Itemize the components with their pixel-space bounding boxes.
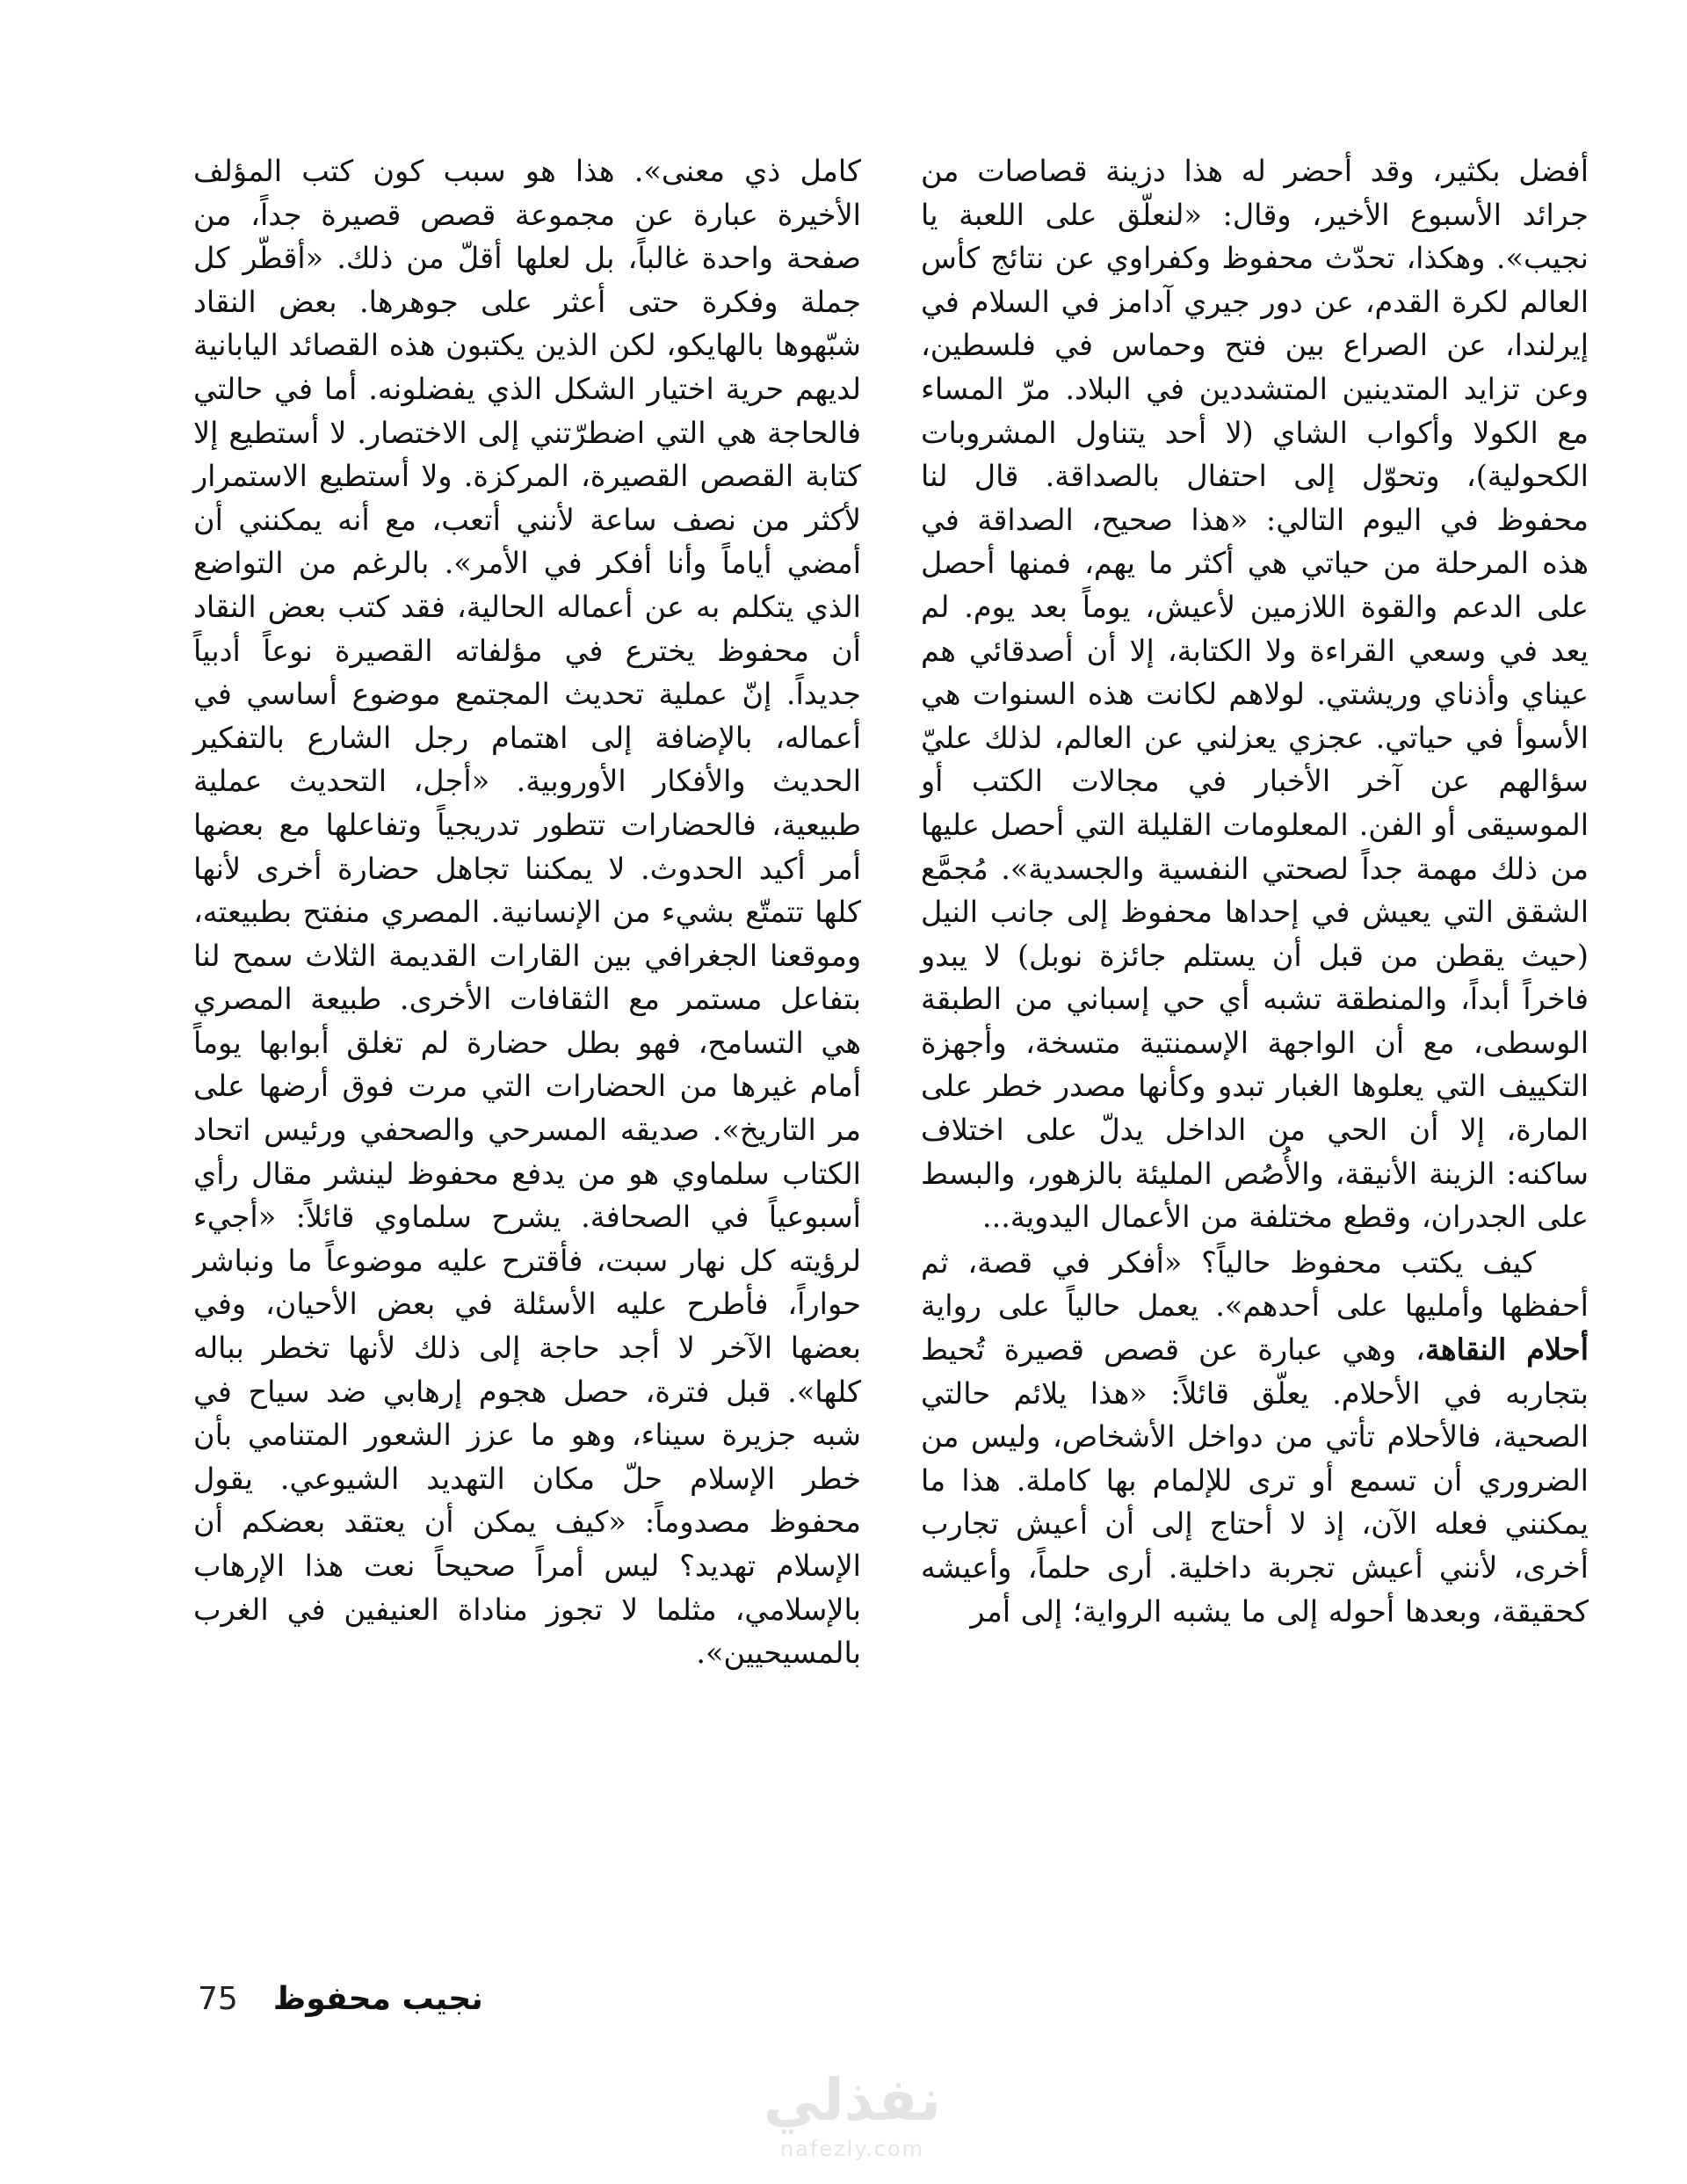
paragraph-text: ، وهي عبارة عن قصص قصيرة تُحيط بتجاربه في الأحلام. يعلّق قائلاً: «هذا يلائم حالتي الصحية، فالأحلام تأتي من دواخل الأشخاص، وليس من الضروري أن تسمع أو ترى للإلمام بها كاملة. هذا ما يمكنني فعله الآن، إذ لا أحتاج إلى أن أعيش تجارب أخرى، لأنني أعيش تجربة داخلية. أرى حلماً، وأعيشه كحقيقة، وبعدها أحوله إلى ما يشبه الرواية؛ إلى أمر [921, 1332, 1589, 1629]
paragraph: كامل ذي معنى». هذا هو سبب كون كتب المؤلف الأخيرة عبارة عن مجموعة قصص قصيرة جداً، من صفحة واحدة غالباً، بل لعلها أقلّ من ذلك. «أقطّر كل جملة وفكرة حتى أعثر على جوهرها. بعض النقاد شبّهوها بالهايكو، لكن الذين يكتبون هذه القصائد اليابانية لديهم حرية اختيار الشكل الذي يفضلونه. أما في حالتي فالحاجة هي التي اضطرّتني إلى الاختصار. لا أستطيع إلا كتابة القصص القصيرة، المركزة. ولا أستطيع الاستمرار لأكثر من نصف ساعة لأنني أتعب، مع أنه يمكنني أن أمضي أياماً وأنا أفكر في الأمر». بالرغم من التواضع الذي يتكلم به عن أعماله الحالية، فقد كتب بعض النقاد أن محفوظ يخترع في مؤلفاته القصيرة نوعاً أدبياً جديداً. إنّ عملية تحديث المجتمع موضوع أساسي في أعماله، بالإضافة إلى اهتمام رجل الشارع بالتفكير الحديث والأفكار الأوروبية. «أجل، التحديث عملية طبيعية، فالحضارات تتطور تدريجياً وتفاعلها مع بعضها أمر أكيد الحدوث. لا يمكننا تجاهل حضارة أخرى لأنها كلها تتمتّع بشيء من الإنسانية. المصري منفتح بطبيعته، وموقعنا الجغرافي بين القارات القديمة الثلاث سمح لنا بتفاعل مستمر مع الثقافات الأخرى. طبيعة المصري هي التسامح، فهو بطل حضارة لم تغلق أبوابها يوماً أمام غيرها من الحضارات التي مرت فوق أرضها على مر التاريخ». صديقه المسرحي والصحفي ورئيس اتحاد الكتاب سلماوي هو من يدفع محفوظ لينشر مقال رأي أسبوعياً في الصحافة. يشرح سلماوي قائلاً: «أجيء لرؤيته كل نهار سبت، فأقترح عليه موضوعاً ما ونباشر حواراً، فأطرح عليه الأسئلة في بعض الأحيان، وفي بعضها الآخر لا أجد حاجة إلى ذلك لأنها تخطر بباله كلها». قبل فترة، حصل هجوم إرهابي ضد سياح في شبه جزيرة سيناء، وهو ما عزز الشعور المتنامي بأن خطر الإسلام حلّ مكان التهديد الشيوعي. يقول محفوظ مصدوماً: «كيف يمكن أن يعتقد بعضكم أن الإسلام تهديد؟ ليس أمراً صحيحاً نعت هذا الإرهاب بالإسلامي، مثلما لا تجوز مناداة العنيفين في الغرب بالمسيحيين». [193, 154, 861, 1671]
watermark-logo: نفذلي [764, 2066, 941, 2134]
watermark-url: nafezly.com [779, 2137, 925, 2161]
novel-title: أحلام النقاهة [1424, 1332, 1589, 1368]
page-footer [198, 1981, 483, 2034]
paragraph: أفضل بكثير، وقد أحضر له هذا دزينة قصاصات من جرائد الأسبوع الأخير، وقال: «لنعلّق على اللعبة يا نجيب». وهكذا، تحدّث محفوظ وكفراوي عن نتائج كأس العالم لكرة القدم، عن دور جيري آدامز في السلام في إيرلندا، عن الصراع بين فتح وحماس في فلسطين، وعن تزايد المتدينين المتشددين في البلاد. مرّ المساء مع الكولا وأكواب الشاي (لا أحد يتناول المشروبات الكحولية)، وتحوّل إلى احتفال بالصداقة. قال لنا محفوظ في اليوم التالي: «هذا صحيح، الصداقة في هذه المرحلة من حياتي هي أكثر ما يهم، فمنها أحصل على الدعم والقوة اللازمين لأعيش، يوماً بعد يوم. لم يعد في وسعي القراءة ولا الكتابة، إلا أن أصدقائي هم عيناي وأذناي وريشتي. لولاهم لكانت هذه السنوات هي الأسوأ في حياتي. عجزي يعزلني عن العالم، لذلك عليّ سؤالهم عن آخر الأخبار في مجالات الكتب أو الموسيقى أو الفن. المعلومات القليلة التي أحصل عليها من ذلك مهمة جداً لصحتي النفسية والجسدية». مُجمَّع الشقق التي يعيش في إحداها محفوظ إلى جانب النيل (حيث يقطن من قبل أن يستلم جائزة نوبل) لا يبدو فاخراً أبداً، والمنطقة تشبه أي حي إسباني من الطبقة الوسطى، مع أن الواجهة الإسمنتية متسخة، وأجهزة التكييف التي يعلوها الغبار تبدو وكأنها مصدر خطر على المارة، إلا أن الحي من الداخل يدلّ على اختلاف ساكنه: الزينة الأنيقة، والأُصُص المليئة بالزهور، والبسط على الجدران، وقطع مختلفة من الأعمال اليدوية... [921, 154, 1589, 1235]
text-column-right [921, 149, 1589, 1633]
text-column-left [193, 149, 861, 1675]
watermark [747, 2065, 958, 2171]
paragraph [921, 1241, 1589, 1633]
page-number: 75 [198, 1981, 238, 2017]
paragraph-text: كيف يكتب محفوظ حالياً؟ «أفكر في قصة، ثم أحفظها وأمليها على أحدهم». يعمل حالياً على رواية [921, 1244, 1589, 1324]
running-title: نجيب محفوظ [272, 1981, 483, 2017]
